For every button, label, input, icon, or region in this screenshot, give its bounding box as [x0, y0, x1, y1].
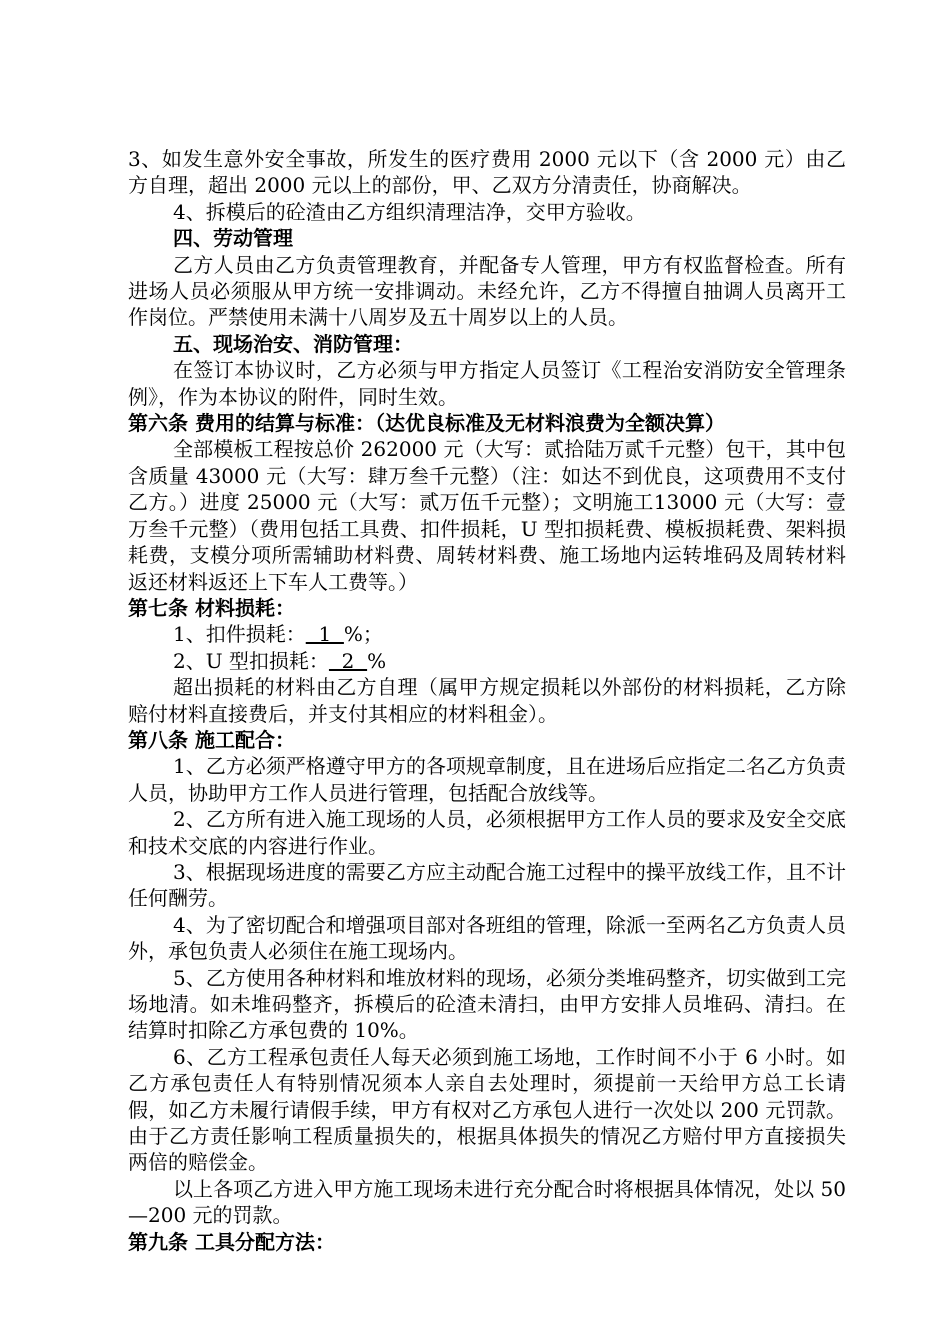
paragraph-u-clip-loss — [128, 648, 846, 674]
document-body — [128, 146, 846, 1255]
paragraph-fastener-loss — [128, 621, 846, 647]
paragraph-cooperation-2: 2、乙方所有进入施工现场的人员，必须根据甲方工作人员的要求及安全交底和技术交底的内容进行作业。 — [128, 807, 846, 858]
paragraph-excess-loss: 超出损耗的材料由乙方自理（属甲方规定损耗以外部份的材料损耗，乙方除赔付材料直接费后，并支付其相应的材料租金）。 — [128, 675, 846, 726]
paragraph-total-price: 全部模板工程按总价 262000 元（大写：贰拾陆万贰千元整）包干，其中包含质量 43000 元（大写：肆万叁千元整）（注：如达不到优良，这项费用不支付乙方。）进度 25000 元（大写：贰万伍千元整）；文明施工13000 元（大写：壹万叁千元整）（费用包括工具费、扣件损耗，U 型扣损耗费、模板损耗费、架料损耗费，支模分项所需辅助材料费、周转材料费、施工场地内运转堆码及周转材料返还材料返还上下车人工费等。） — [128, 437, 846, 594]
paragraph-debris-cleanup: 4、拆模后的砼渣由乙方组织清理洁净，交甲方验收。 — [173, 199, 646, 224]
paragraph-cooperation-5: 5、乙方使用各种材料和堆放材料的现场，必须分类堆码整齐，切实做到工完场地清。如未堆码整齐，拆模后的砼渣未清扫，由甲方安排人员堆码、清扫。在结算时扣除乙方承包费的 10%。 — [128, 965, 846, 1043]
article-6-heading: 第六条 费用的结算与标准：（达优良标准及无材料浪费为全额决算） — [128, 411, 725, 436]
paragraph-cooperation-3: 3、根据现场进度的需要乙方应主动配合施工过程中的操平放线工作，且不计任何酬劳。 — [128, 859, 846, 911]
u-clip-loss-value: 2 — [328, 648, 368, 673]
paragraph-labor-management: 乙方人员由乙方负责管理教育，并配备专人管理，甲方有权监督检查。所有进场人员必须服从甲方统一安排调动。未经允许，乙方不得擅自抽调人员离开工作岗位。严禁使用未满十八周岁及五十周岁以上的人员。 — [128, 252, 846, 330]
paragraph-cooperation-4: 4、为了密切配合和增强项目部对各班组的管理，除派一至两名乙方负责人员外，承包负责人必须住在施工现场内。 — [128, 912, 846, 964]
paragraph-security-agreement: 在签订本协议时，乙方必须与甲方指定人员签订《工程治安消防安全管理条例》，作为本协议的附件，同时生效。 — [128, 358, 846, 409]
article-8-heading: 第八条 施工配合： — [128, 727, 295, 752]
article-9-heading: 第九条 工具分配方法： — [128, 1229, 335, 1254]
section-heading-labor: 四、劳动管理 — [173, 226, 293, 251]
paragraph-medical-cost: 3、如发生意外安全事故，所发生的医疗费用 2000 元以下（含 2000 元）由乙方自理，超出 2000 元以上的部份，甲、乙双方分清责任，协商解决。 — [128, 147, 846, 198]
paragraph-cooperation-6: 6、乙方工程承包责任人每天必须到施工场地，工作时间不小于 6 小时。如乙方承包责任人有特别情况须本人亲自去处理时，须提前一天给甲方总工长请假，如乙方未履行请假手续，甲方有权对乙方承包人进行一次处以 200 元罚款。由于乙方责任影响工程质量损失的，根据具体损失的情况乙方赔付甲方直接损失两倍的赔偿金。 — [128, 1044, 846, 1175]
paragraph-penalty: 以上各项乙方进入甲方施工现场未进行充分配合时将根据具体情况，处以 50—200 元的罚款。 — [128, 1176, 846, 1228]
article-7-heading: 第七条 材料损耗： — [128, 595, 295, 620]
fastener-loss-unit: %； — [343, 622, 383, 647]
u-clip-loss-label: 2、U 型扣损耗： — [173, 648, 329, 673]
paragraph-cooperation-1: 1、乙方必须严格遵守甲方的各项规章制度，且在进场后应指定二名乙方负责人员，协助甲方工作人员进行管理，包括配合放线等。 — [128, 754, 846, 805]
fastener-loss-value: 1 — [305, 622, 344, 647]
section-heading-security: 五、现场治安、消防管理： — [173, 331, 413, 356]
u-clip-loss-unit: % — [367, 648, 387, 673]
fastener-loss-label: 1、扣件损耗： — [173, 622, 306, 647]
